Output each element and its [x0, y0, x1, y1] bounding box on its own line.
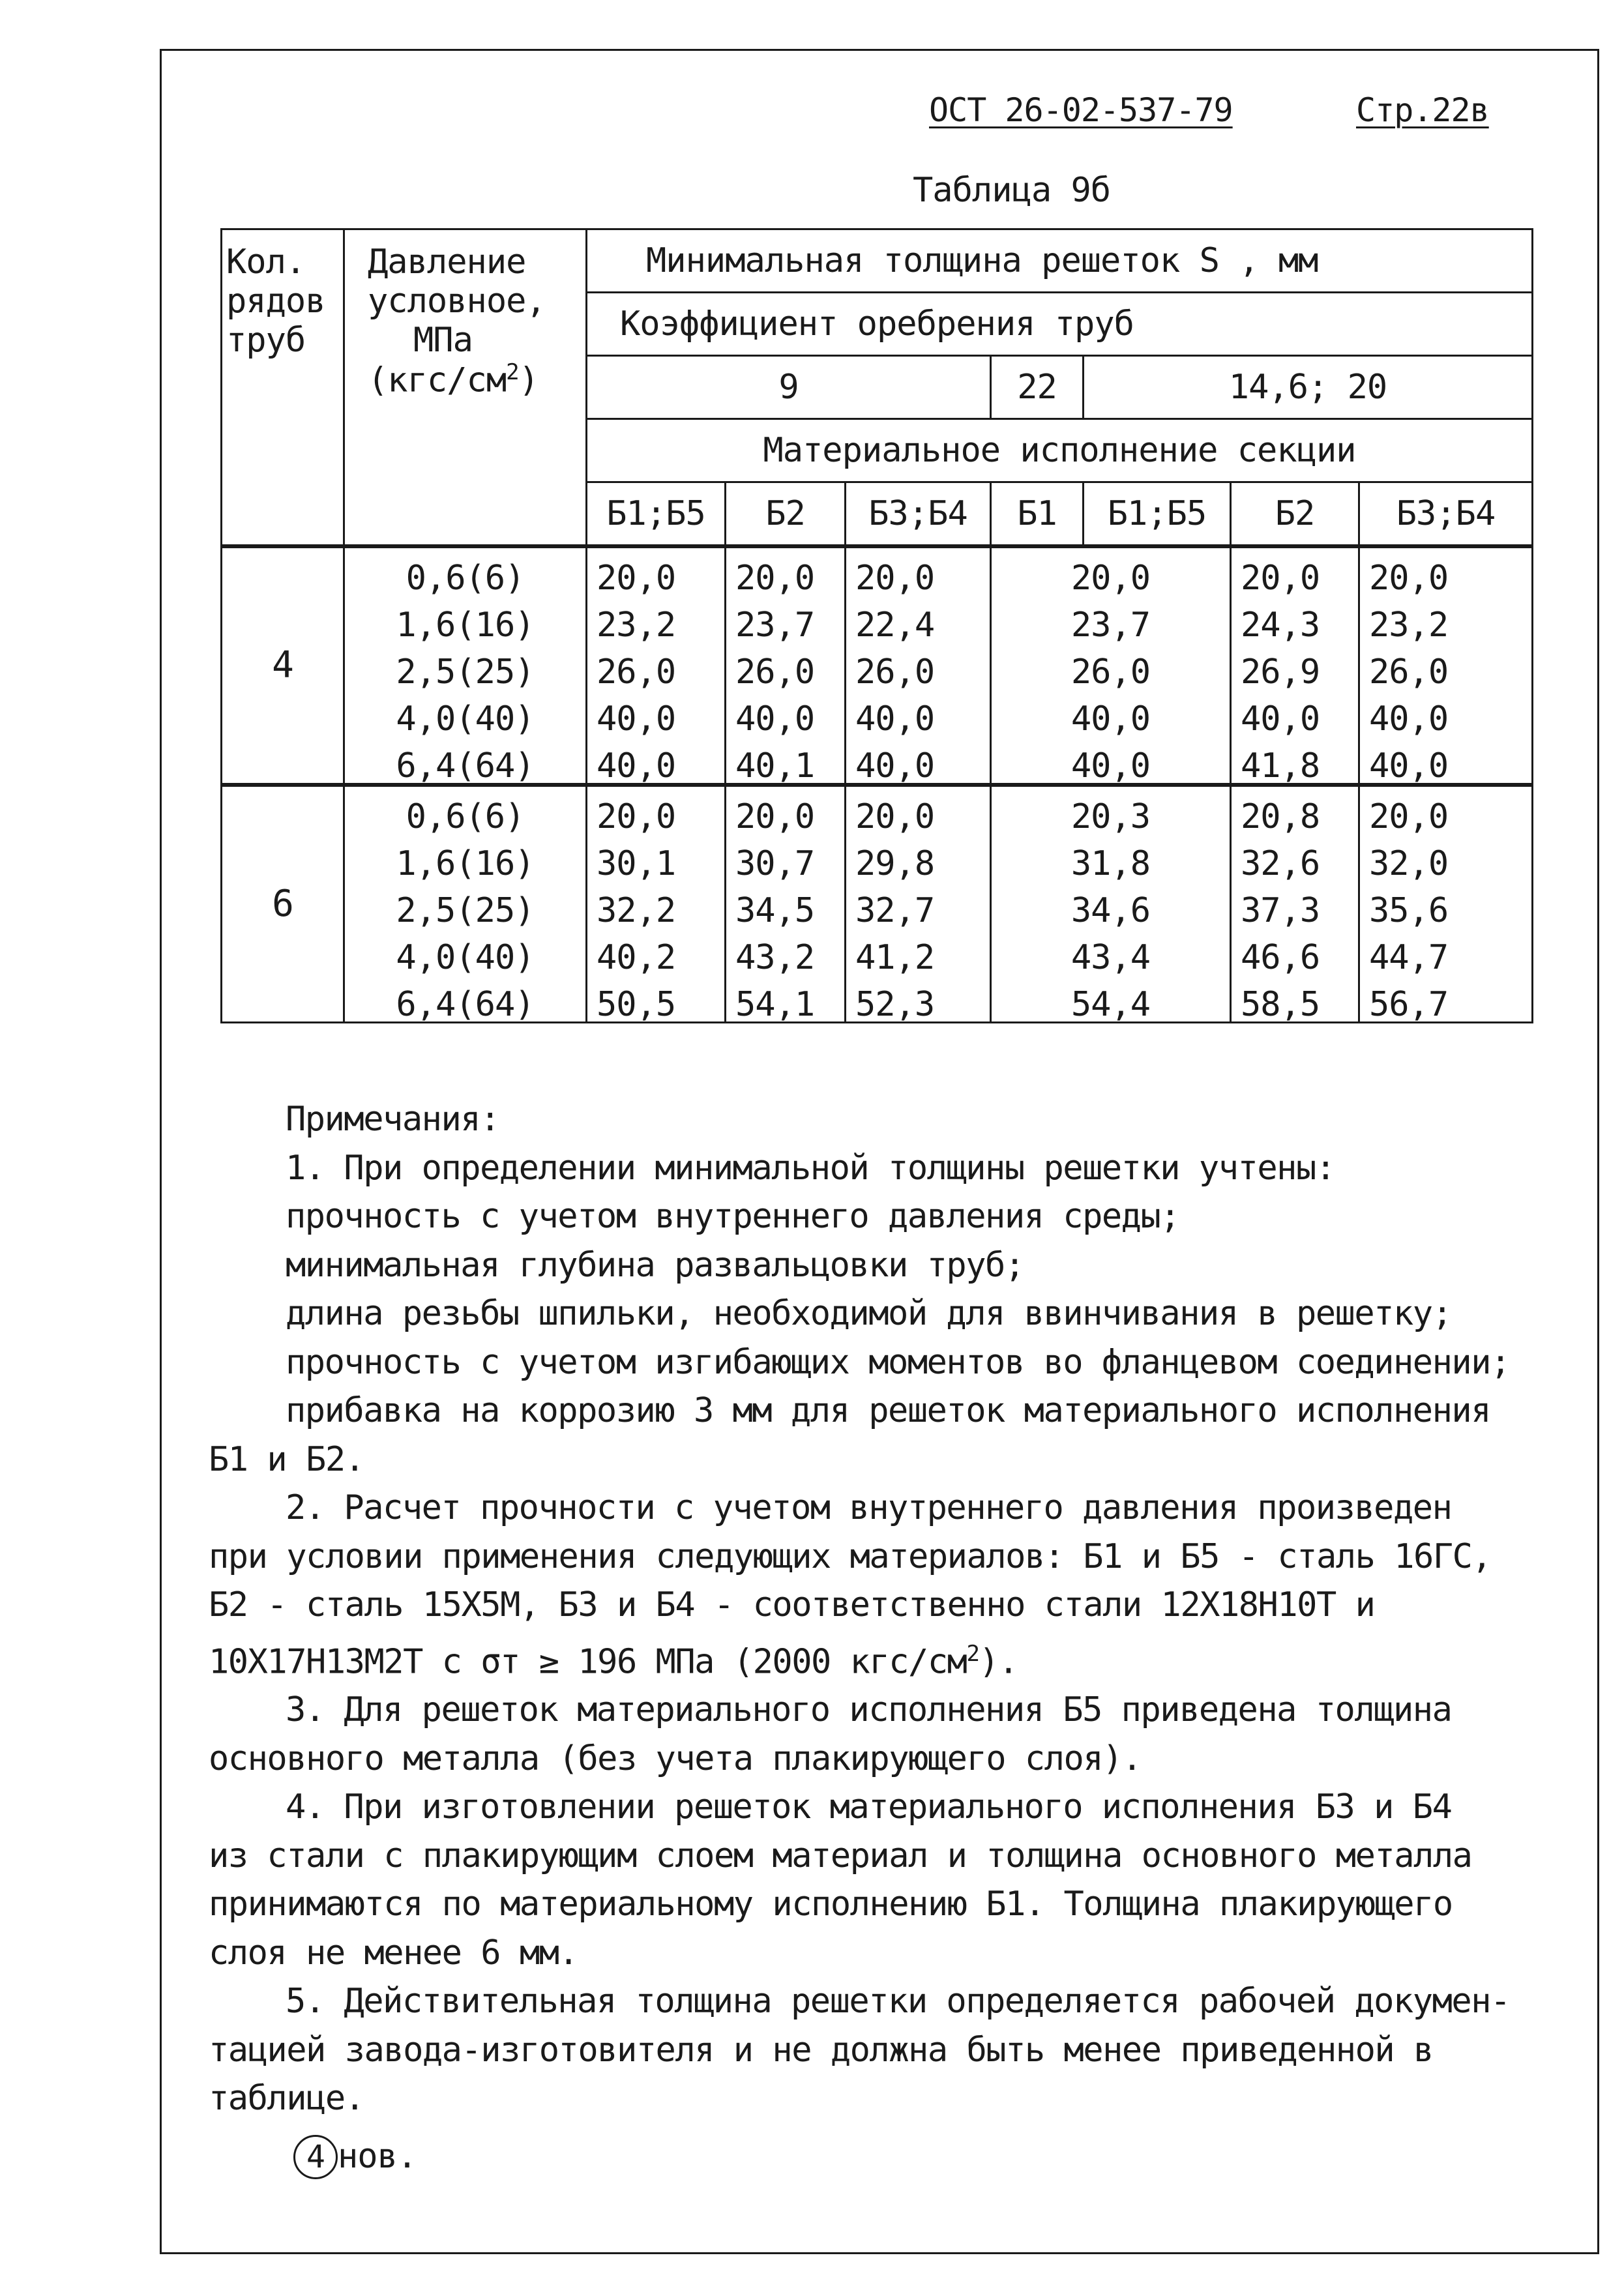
table-cell-value: 23,2: [1369, 606, 1449, 645]
material-col: Б1;Б5: [1084, 482, 1231, 547]
table-cell-value: 54,4: [1070, 985, 1151, 1024]
note-2-line: при условии применения следующих материалов: Б1 и Б5 - сталь 16ГС,: [209, 1536, 1492, 1576]
page-number: Стр.22в: [1356, 91, 1489, 129]
table-cell-value: 22,4: [855, 606, 935, 645]
note-1-item: прибавка на коррозию 3 мм для решеток материального исполнения: [286, 1391, 1491, 1430]
note-1-item: прочность с учетом внутреннего давления среды;: [286, 1197, 1180, 1236]
table-cell-value: 24,3: [1241, 606, 1320, 645]
material-col: Б3;Б4: [846, 482, 991, 547]
note-4: 4. При изготовлении решеток материального исполнения Б3 и Б4: [286, 1787, 1452, 1827]
table-cell-value: 52,3: [855, 985, 935, 1024]
table-cell-value: 40,0: [735, 699, 815, 739]
note-5-line: таблице.: [209, 2079, 364, 2119]
table-cell-value: 32,6: [1241, 844, 1320, 883]
table-cell-value: 40,0: [1369, 746, 1449, 786]
table-cell-value: 1,6(16): [396, 606, 535, 645]
table-cell-value: 20,0: [597, 559, 676, 598]
table-cell-value: 50,5: [597, 985, 676, 1024]
value-cell: [587, 785, 726, 1023]
table-cell-value: 26,0: [597, 653, 676, 692]
revision-label: нов.: [338, 2137, 417, 2176]
table-cell-value: 20,0: [597, 797, 676, 836]
table-cell-value: 2,5(25): [396, 653, 535, 692]
table-cell-value: 26,0: [735, 653, 815, 692]
table-cell-value: 20,0: [735, 797, 815, 836]
table-cell-value: 23,7: [1070, 606, 1151, 645]
table-cell-value: 26,0: [855, 653, 935, 692]
table-cell-value: 40,1: [735, 746, 815, 786]
table-cell-value: 40,0: [1070, 699, 1151, 739]
revision-stamp: [293, 2135, 417, 2179]
document-code: ОСТ 26-02-537-79: [929, 91, 1233, 129]
note-1-item: прочность с учетом изгибающих моментов во фланцевом соединении;: [286, 1342, 1510, 1382]
table-cell-value: 40,0: [1241, 699, 1320, 739]
pressure-cell: [344, 546, 587, 785]
material-col: Б2: [1231, 482, 1359, 547]
note-5: 5. Действительная толщина решетки определяется рабочей докумен-: [286, 1982, 1510, 2021]
note-1-tail: Б1 и Б2.: [209, 1439, 364, 1479]
value-cell: [846, 546, 991, 785]
table-cell-value: 4,0(40): [396, 938, 535, 977]
pressure-cell: [344, 785, 587, 1023]
table-cell-value: 20,0: [1241, 559, 1320, 598]
fin-coefficient-header: Коэффициент оребрения труб: [587, 293, 1533, 356]
notes-title: Примечания:: [286, 1100, 499, 1139]
value-cell: [1231, 785, 1359, 1023]
rows-count-cell: 6: [222, 785, 344, 1023]
table-cell-value: 0,6(6): [406, 797, 525, 836]
table-cell-value: 40,0: [597, 746, 676, 786]
table-cell-value: 26,0: [1369, 653, 1449, 692]
table-title: Таблица 9б: [913, 171, 1111, 210]
material-col: Б1: [991, 482, 1084, 547]
material-col: Б1;Б5: [587, 482, 726, 547]
rows-count-header: Кол. рядов труб: [222, 229, 344, 547]
fin-22-header: 22: [991, 356, 1084, 419]
table-cell-value: 4,0(40): [396, 699, 535, 739]
table-cell-value: 31,8: [1070, 844, 1151, 883]
note-4-line: принимаются по материальному исполнению Б1. Толщина плакирующего: [209, 1885, 1453, 1924]
table-cell-value: 35,6: [1369, 891, 1449, 930]
value-cell: [1359, 546, 1533, 785]
table-cell-value: 41,8: [1241, 746, 1320, 786]
table-cell-value: 20,0: [1369, 559, 1449, 598]
material-col: Б2: [726, 482, 846, 547]
table-cell-value: 40,0: [855, 699, 935, 739]
note-2-line: Б2 - сталь 15Х5М, Б3 и Б4 - соответственно стали 12Х18Н10Т и: [209, 1585, 1375, 1624]
table-cell-value: 30,1: [597, 844, 676, 883]
note-1: 1. При определении минимальной толщины решетки учтены:: [286, 1148, 1335, 1188]
rows-count-cell: 4: [222, 546, 344, 785]
fin-9-header: 9: [587, 356, 991, 419]
table-cell-value: 20,8: [1241, 797, 1320, 836]
table-cell-value: 23,7: [735, 606, 815, 645]
table-cell-value: 37,3: [1241, 891, 1320, 930]
table-cell-value: 40,0: [1369, 699, 1449, 739]
note-4-line: слоя не менее 6 мм.: [209, 1933, 578, 1973]
table-cell-value: 54,1: [735, 985, 815, 1024]
table-cell-value: 20,0: [1070, 559, 1151, 598]
table-row-group-4: [222, 546, 1533, 785]
table-cell-value: 34,6: [1070, 891, 1151, 930]
table-cell-value: 6,4(64): [396, 746, 535, 786]
min-thickness-header: Минимальная толщина решеток S , мм: [587, 229, 1533, 293]
pressure-header: Давление условное, МПа $(кгс/см^2)$: [344, 229, 587, 547]
note-3-line: основного металла (без учета плакирующего слоя).: [209, 1739, 1142, 1778]
table-cell-value: 29,8: [855, 844, 935, 883]
table-cell-value: 56,7: [1369, 985, 1449, 1024]
table-cell-value: 2,5(25): [396, 891, 535, 930]
table-cell-value: 30,7: [735, 844, 815, 883]
notes-section: [209, 1095, 1565, 2123]
note-2: 2. Расчет прочности с учетом внутреннего давления произведен: [286, 1488, 1452, 1527]
value-cell: [1231, 546, 1359, 785]
table-cell-value: 43,4: [1070, 938, 1151, 977]
table-cell-value: 32,2: [597, 891, 676, 930]
table-cell-value: 43,2: [735, 938, 815, 977]
value-cell: [726, 546, 846, 785]
table-cell-value: 1,6(16): [396, 844, 535, 883]
table-cell-value: 46,6: [1241, 938, 1320, 977]
table-cell-value: 0,6(6): [406, 559, 525, 598]
table-cell-value: 20,0: [735, 559, 815, 598]
note-1-item: минимальная глубина развальцовки труб;: [286, 1245, 1024, 1285]
note-5-line: тацией завода-изготовителя и не должна быть менее приведенной в: [209, 2030, 1433, 2070]
table-cell-value: 41,2: [855, 938, 935, 977]
table-cell-value: 26,0: [1070, 653, 1151, 692]
material-col: Б3;Б4: [1359, 482, 1533, 547]
note-2-line: 10Х17Н13М2Т с σт ≥ 196 МПа (2000 кгс/$см^2$).: [209, 1640, 1018, 1681]
table-cell-value: 20,3: [1070, 797, 1151, 836]
table-cell-value: 32,0: [1369, 844, 1449, 883]
table-cell-value: 40,2: [597, 938, 676, 977]
table-cell-value: 58,5: [1241, 985, 1320, 1024]
note-1-item: длина резьбы шпильки, необходимой для ввинчивания в решетку;: [286, 1294, 1452, 1333]
table-cell-value: 40,0: [1070, 746, 1151, 786]
table-cell-value: 40,0: [597, 699, 676, 739]
value-cell: [846, 785, 991, 1023]
table-cell-value: 26,9: [1241, 653, 1320, 692]
note-4-line: из стали с плакирующим слоем материал и толщина основного металла: [209, 1836, 1472, 1875]
table-cell-value: 20,0: [1369, 797, 1449, 836]
fin-14-header: 14,6; 20: [1084, 356, 1533, 419]
table-cell-value: 40,0: [855, 746, 935, 786]
value-cell: [991, 546, 1231, 785]
value-cell: [1359, 785, 1533, 1023]
table-cell-value: 23,2: [597, 606, 676, 645]
table-row-group-6: [222, 785, 1533, 1023]
material-header: Материальное исполнение секции: [587, 419, 1533, 482]
table-cell-value: 44,7: [1369, 938, 1449, 977]
note-3: 3. Для решеток материального исполнения Б5 приведена толщина: [286, 1690, 1452, 1730]
table-cell-value: 32,7: [855, 891, 935, 930]
table-cell-value: 20,0: [855, 559, 935, 598]
table-cell-value: 6,4(64): [396, 985, 535, 1024]
table-cell-value: 34,5: [735, 891, 815, 930]
table-cell-value: 20,0: [855, 797, 935, 836]
thickness-table: [220, 228, 1533, 1023]
value-cell: [991, 785, 1231, 1023]
value-cell: [726, 785, 846, 1023]
revision-number-circle: 4: [293, 2135, 338, 2179]
value-cell: [587, 546, 726, 785]
